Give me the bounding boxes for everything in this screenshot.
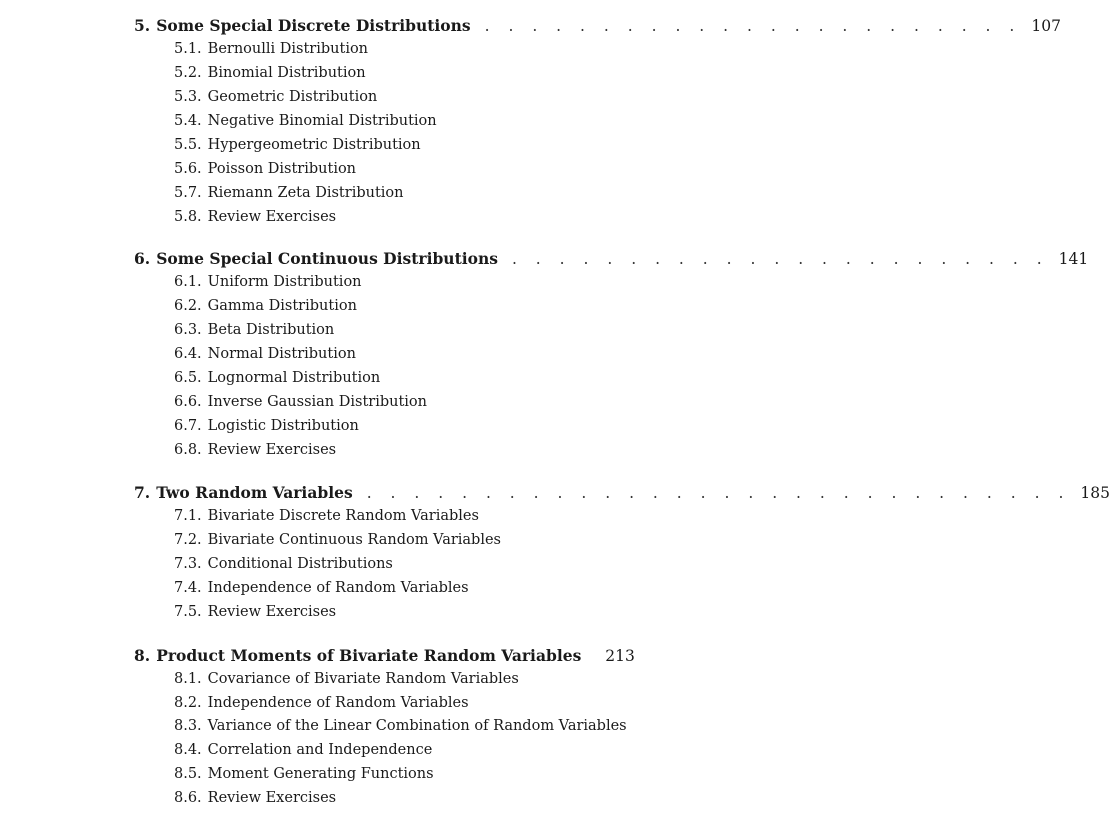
section-entry[interactable] bbox=[174, 718, 627, 742]
section-number: 5.6. bbox=[174, 161, 202, 177]
chapter-heading[interactable] bbox=[134, 249, 1089, 273]
section-entry[interactable] bbox=[174, 346, 356, 370]
chapter-heading[interactable] bbox=[134, 646, 634, 670]
chapter-number: 5. bbox=[134, 16, 151, 35]
section-entry[interactable] bbox=[174, 532, 501, 556]
section-entry[interactable] bbox=[174, 161, 356, 185]
section-entry[interactable] bbox=[174, 298, 357, 322]
section-title: Review Exercises bbox=[207, 209, 337, 225]
section-entry[interactable] bbox=[174, 442, 336, 466]
section-entry[interactable] bbox=[174, 556, 393, 580]
section-number: 5.3. bbox=[174, 89, 202, 105]
section-entry[interactable] bbox=[174, 274, 362, 298]
chapter-title: Some Special Discrete Distributions bbox=[156, 16, 471, 35]
section-number: 7.4. bbox=[174, 580, 202, 596]
section-number: 6.3. bbox=[174, 322, 202, 338]
section-entry[interactable] bbox=[174, 322, 334, 346]
section-title: Uniform Distribution bbox=[207, 274, 362, 290]
section-title: Bivariate Continuous Random Variables bbox=[207, 532, 501, 548]
chapter-heading[interactable] bbox=[134, 16, 1061, 40]
chapter-page-number: 107 bbox=[1031, 17, 1061, 35]
section-number: 6.8. bbox=[174, 442, 202, 458]
chapter-number: 7. bbox=[134, 483, 151, 502]
section-title: Review Exercises bbox=[207, 790, 337, 806]
section-title: Negative Binomial Distribution bbox=[207, 113, 437, 129]
section-entry[interactable] bbox=[174, 394, 427, 418]
leader-dots: . . . . . . . . . . . . . . . . . . . . . . . . . . . . . . bbox=[366, 484, 1071, 502]
section-entry[interactable] bbox=[174, 508, 479, 532]
section-entry[interactable] bbox=[174, 370, 380, 394]
section-title: Review Exercises bbox=[207, 604, 337, 620]
section-number: 7.1. bbox=[174, 508, 202, 524]
section-entry[interactable] bbox=[174, 89, 377, 113]
section-title: Bivariate Discrete Random Variables bbox=[207, 508, 479, 524]
section-entry[interactable] bbox=[174, 671, 519, 695]
section-title: Beta Distribution bbox=[207, 322, 335, 338]
section-title: Binomial Distribution bbox=[207, 65, 366, 81]
section-title: Gamma Distribution bbox=[207, 298, 357, 314]
section-title: Variance of the Linear Combination of Random Variables bbox=[207, 718, 627, 734]
chapter-page-number: 213 bbox=[605, 647, 635, 665]
section-title: Correlation and Independence bbox=[207, 742, 433, 758]
section-number: 5.2. bbox=[174, 65, 202, 81]
section-number: 8.6. bbox=[174, 790, 202, 806]
section-entry[interactable] bbox=[174, 790, 336, 814]
section-title: Conditional Distributions bbox=[207, 556, 393, 572]
section-title: Logistic Distribution bbox=[207, 418, 359, 434]
section-title: Geometric Distribution bbox=[207, 89, 378, 105]
chapter-heading[interactable] bbox=[134, 483, 1110, 507]
section-number: 7.2. bbox=[174, 532, 202, 548]
section-entry[interactable] bbox=[174, 113, 437, 137]
leader-dots: . . . . . . . . . . . . . . . . . . . . . . . bbox=[484, 17, 1022, 35]
section-title: Hypergeometric Distribution bbox=[207, 137, 421, 153]
section-entry[interactable] bbox=[174, 418, 359, 442]
section-entry[interactable] bbox=[174, 137, 421, 161]
section-number: 6.6. bbox=[174, 394, 202, 410]
section-title: Review Exercises bbox=[207, 442, 337, 458]
section-entry[interactable] bbox=[174, 185, 403, 209]
section-number: 8.3. bbox=[174, 718, 202, 734]
section-number: 5.1. bbox=[174, 41, 202, 57]
section-title: Independence of Random Variables bbox=[207, 695, 469, 711]
section-title: Lognormal Distribution bbox=[207, 370, 381, 386]
section-title: Inverse Gaussian Distribution bbox=[207, 394, 428, 410]
section-title: Poisson Distribution bbox=[207, 161, 357, 177]
chapter-title: Some Special Continuous Distributions bbox=[156, 249, 498, 268]
chapter-page-number: 141 bbox=[1058, 250, 1089, 268]
section-entry[interactable] bbox=[174, 209, 336, 233]
section-entry[interactable] bbox=[174, 41, 368, 65]
section-number: 7.5. bbox=[174, 604, 202, 620]
leader-dots: . . . . . . . . . . . . . . . . . . . . . . . bbox=[511, 250, 1049, 268]
section-entry[interactable] bbox=[174, 604, 336, 628]
section-number: 8.1. bbox=[174, 671, 202, 687]
section-entry[interactable] bbox=[174, 65, 366, 89]
section-number: 8.5. bbox=[174, 766, 202, 782]
section-number: 5.8. bbox=[174, 209, 202, 225]
section-number: 5.7. bbox=[174, 185, 202, 201]
chapter-page-number: 185 bbox=[1080, 484, 1110, 502]
chapter-title: Two Random Variables bbox=[156, 483, 353, 502]
section-number: 7.3. bbox=[174, 556, 202, 572]
section-entry[interactable] bbox=[174, 580, 469, 604]
section-entry[interactable] bbox=[174, 695, 469, 719]
section-title: Independence of Random Variables bbox=[207, 580, 469, 596]
section-number: 5.4. bbox=[174, 113, 202, 129]
section-number: 5.5. bbox=[174, 137, 202, 153]
section-number: 6.7. bbox=[174, 418, 202, 434]
section-number: 6.5. bbox=[174, 370, 202, 386]
section-title: Moment Generating Functions bbox=[207, 766, 434, 782]
section-number: 8.4. bbox=[174, 742, 202, 758]
chapter-number: 6. bbox=[134, 249, 151, 268]
section-title: Normal Distribution bbox=[207, 346, 356, 362]
chapter-number: 8. bbox=[134, 646, 151, 665]
section-title: Covariance of Bivariate Random Variables bbox=[207, 671, 519, 687]
section-number: 6.1. bbox=[174, 274, 202, 290]
chapter-title: Product Moments of Bivariate Random Variables bbox=[156, 646, 582, 665]
section-number: 6.2. bbox=[174, 298, 202, 314]
section-entry[interactable] bbox=[174, 742, 432, 766]
section-title: Bernoulli Distribution bbox=[207, 41, 369, 57]
section-number: 8.2. bbox=[174, 695, 202, 711]
section-title: Riemann Zeta Distribution bbox=[207, 185, 404, 201]
section-number: 6.4. bbox=[174, 346, 202, 362]
section-entry[interactable] bbox=[174, 766, 434, 790]
